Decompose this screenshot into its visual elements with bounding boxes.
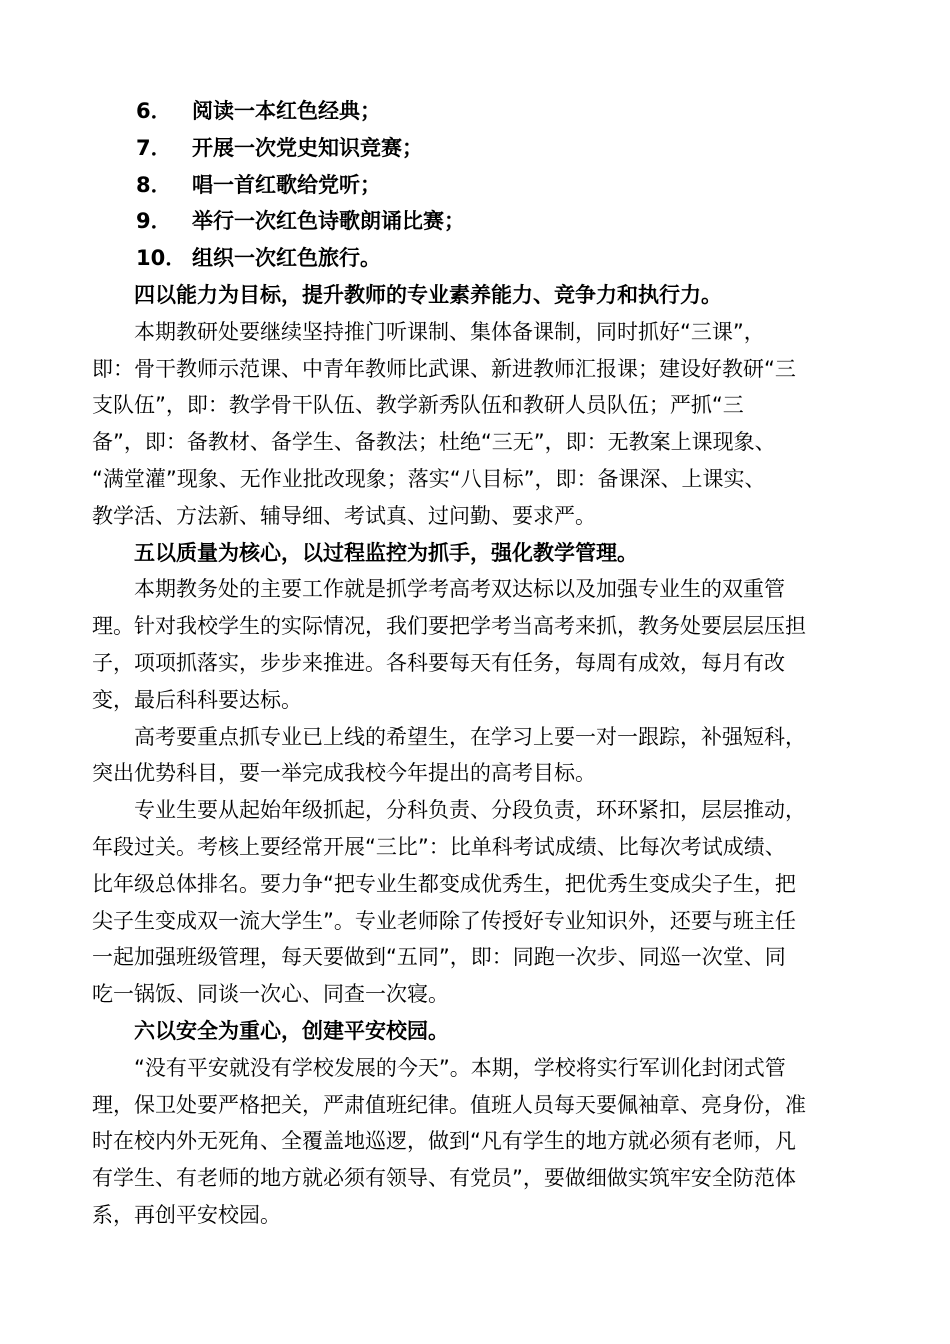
paragraph-line: 变，最后科科要达标。	[92, 687, 302, 712]
paragraph-line: 突出优势科目，要一举完成我校今年提出的高考目标。	[92, 761, 596, 786]
list-item-number: 8．	[136, 172, 172, 197]
paragraph-line: 有学生、有老师的地方就必须有领导、有党员”，要做细做实筑牢安全防范体	[92, 1166, 796, 1191]
section-heading: 五以质量为核心，以过程监控为抓手，强化教学管理。	[134, 540, 638, 565]
paragraph-line: 本期教研处要继续坚持推门听课制、集体备课制，同时抓好“三课”，	[134, 319, 765, 344]
paragraph-line: “没有平安就没有学校发展的今天”。本期，学校将实行军训化封闭式管	[134, 1055, 786, 1080]
section-4	[92, 277, 862, 535]
paragraph-line: 支队伍”，即：教学骨干队伍、教学新秀队伍和教研人员队伍；严抓“三	[92, 393, 744, 418]
list-item	[92, 130, 862, 167]
list-item-text: 组织一次红色旅行。	[192, 246, 381, 271]
list-item-number: 6．	[136, 99, 172, 123]
paragraph-line: 子，项项抓落实，步步来推进。各科要每天有任务，每周有成效，每月有改	[92, 650, 785, 675]
document-page	[92, 93, 862, 1234]
paragraph-line: 理，保卫处要严格把关，严肃值班纪律。值班人员每天要佩袖章、亮身份，准	[92, 1092, 806, 1117]
paragraph-line: “满堂灌”现象、无作业批改现象；落实“八目标”，即：备课深、上课实、	[92, 466, 766, 491]
paragraph-line: 教学活、方法新、辅导细、考试真、过问勤、要求严。	[92, 503, 596, 528]
list-item	[92, 240, 862, 277]
paragraph-line: 一起加强班级管理，每天要做到“五同”，即：同跑一次步、同巡一次堂、同	[92, 945, 786, 970]
paragraph-line: 系，再创平安校园。	[92, 1202, 281, 1227]
paragraph-line: 吃一锅饭、同谈一次心、同查一次寝。	[92, 982, 449, 1007]
list-item-text: 举行一次红色诗歌朗诵比赛；	[192, 209, 465, 234]
section-5	[92, 535, 862, 1013]
list-item-number: 7．	[136, 135, 172, 160]
paragraph-line: 高考要重点抓专业已上线的希望生，在学习上要一对一跟踪，补强短科，	[134, 724, 806, 749]
list-item	[92, 203, 862, 240]
list-item-text: 唱一首红歌给党听；	[192, 172, 381, 197]
list-item-number: 10．	[136, 246, 187, 271]
section-6	[92, 1013, 862, 1234]
paragraph-line: 理。针对我校学生的实际情况，我们要把学考当高考来抓，教务处要层层压担	[92, 614, 806, 639]
numbered-list	[92, 93, 862, 277]
paragraph-line: 年段过关。考核上要经常开展“三比”：比单科考试成绩、比每次考试成绩、	[92, 834, 786, 859]
list-item-number: 9．	[136, 209, 172, 234]
paragraph-line: 即：骨干教师示范课、中青年教师比武课、新进教师汇报课；建设好教研“三	[92, 356, 796, 381]
section-heading: 四以能力为目标，提升教师的专业素养能力、竞争力和执行力。	[134, 282, 722, 307]
list-item	[92, 93, 862, 130]
paragraph-line: 备”，即：备教材、备学生、备教法；杜绝“三无”，即：无教案上课现象、	[92, 430, 776, 455]
list-item-text: 阅读一本红色经典；	[192, 99, 381, 123]
paragraph-line: 尖子生变成双一流大学生”。专业老师除了传授好专业知识外，还要与班主任	[92, 908, 796, 933]
list-item	[92, 167, 862, 204]
paragraph-line: 本期教务处的主要工作就是抓学考高考双达标以及加强专业生的双重管	[134, 577, 785, 602]
section-heading: 六以安全为重心，创建平安校园。	[134, 1018, 449, 1043]
list-item-text: 开展一次党史知识竞赛；	[192, 135, 423, 160]
paragraph-line: 比年级总体排名。要力争“把专业生都变成优秀生，把优秀生变成尖子生，把	[92, 871, 796, 896]
paragraph-line: 时在校内外无死角、全覆盖地巡逻，做到“凡有学生的地方就必须有老师，凡	[92, 1129, 796, 1154]
paragraph-line: 专业生要从起始年级抓起，分科负责、分段负责，环环紧扣，层层推动，	[134, 798, 806, 823]
